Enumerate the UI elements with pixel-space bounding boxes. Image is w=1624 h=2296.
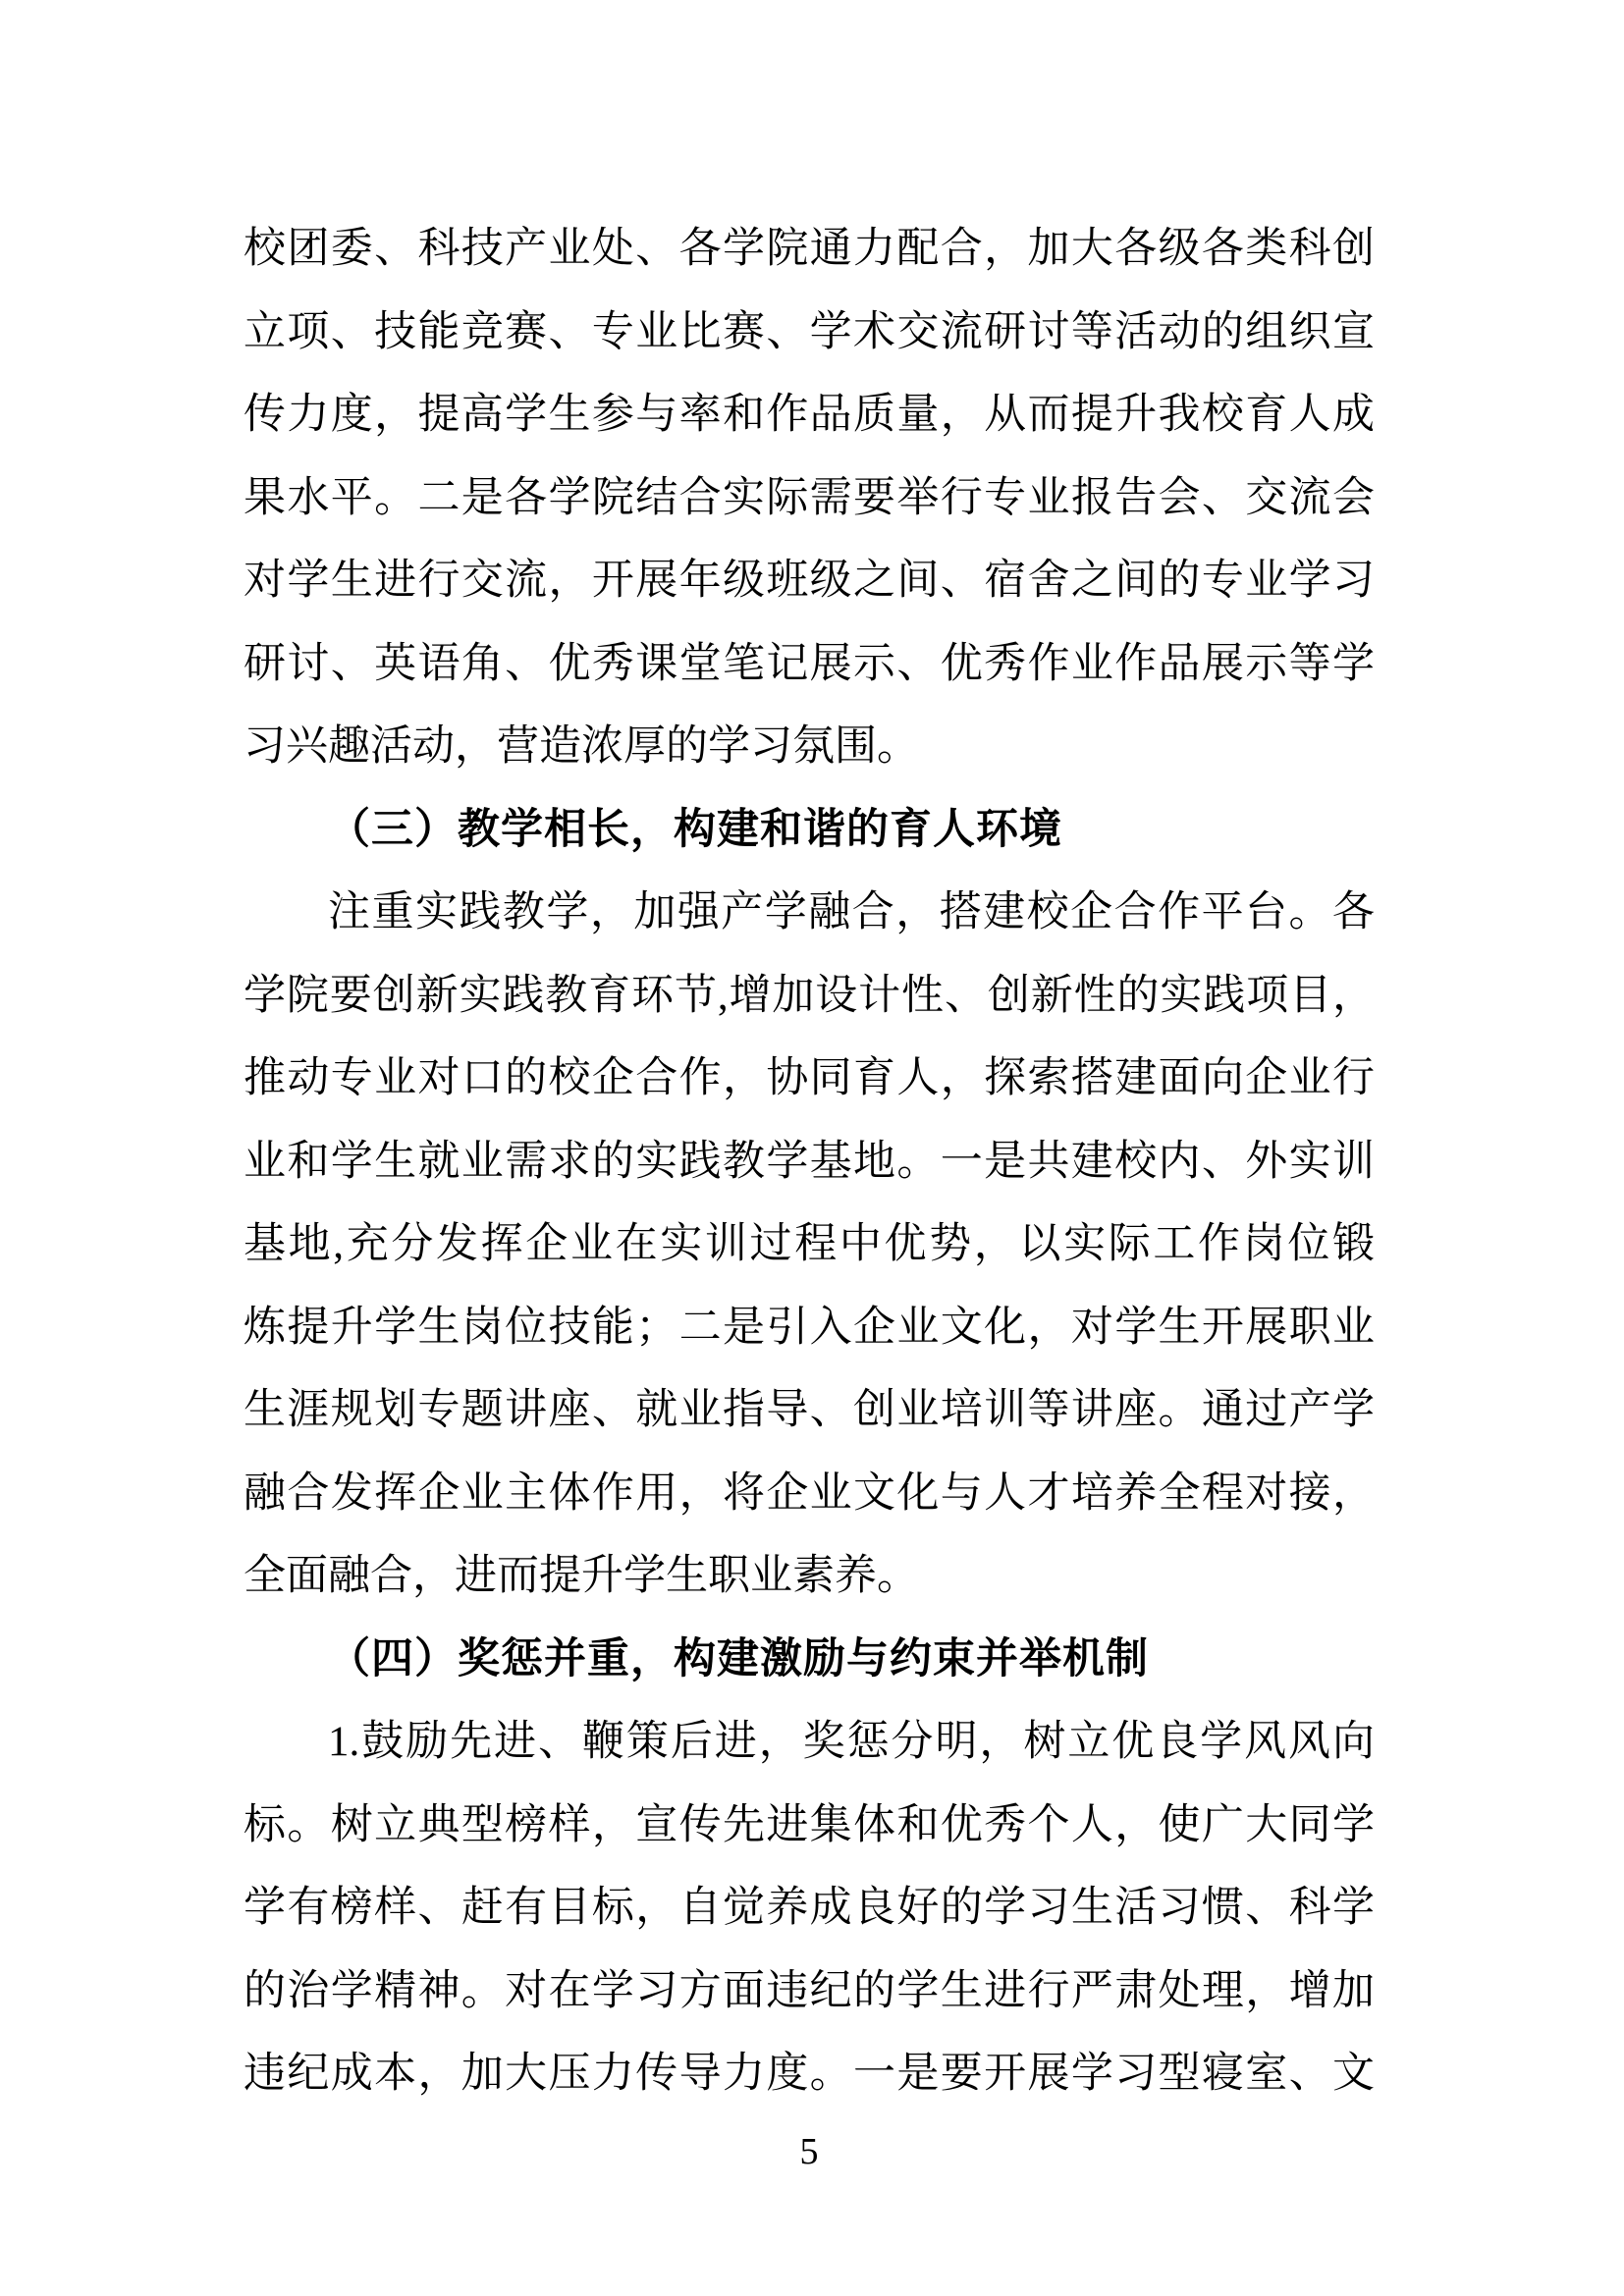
text-line: 传力度，提高学生参与率和作品质量，从而提升我校育人成 — [244, 392, 1375, 438]
text-line: 基地,充分发挥企业在实训过程中优势，以实际工作岗位锻 — [244, 1221, 1375, 1267]
text-line: 学院要创新实践教育环节,增加设计性、创新性的实践项目， — [244, 972, 1375, 1019]
section-heading: （三）教学相长，构建和谐的育人环境 — [328, 806, 1062, 853]
text-line: 学有榜样、赶有目标，自觉养成良好的学习生活习惯、科学 — [244, 1885, 1375, 1931]
text-line: 1.鼓励先进、鞭策后进，奖惩分明，树立优良学风风向 — [328, 1719, 1375, 1765]
text-line: 生涯规划专题讲座、就业指导、创业培训等讲座。通过产学 — [244, 1387, 1375, 1433]
text-line: 注重实践教学，加强产学融合，搭建校企合作平台。各 — [328, 889, 1375, 935]
text-line: 校团委、科技产业处、各学院通力配合，加大各级各类科创 — [244, 226, 1375, 272]
text-line: 违纪成本，加大压力传导力度。一是要开展学习型寝室、文 — [244, 2051, 1375, 2097]
text-line: 炼提升学生岗位技能；二是引入企业文化，对学生开展职业 — [244, 1304, 1375, 1351]
text-line: 的治学精神。对在学习方面违纪的学生进行严肃处理，增加 — [244, 1967, 1375, 2014]
text-line: 习兴趣活动，营造浓厚的学习氛围。 — [244, 723, 919, 770]
text-line: 果水平。二是各学院结合实际需要举行专业报告会、交流会 — [244, 474, 1375, 521]
page-number: 5 — [799, 2131, 819, 2172]
text-line: 对学生进行交流，开展年级班级之间、宿舍之间的专业学习 — [244, 558, 1375, 604]
text-line: 融合发挥企业主体作用，将企业文化与人才培养全程对接， — [244, 1469, 1375, 1517]
section-heading: （四）奖惩并重，构建激励与约束并举机制 — [328, 1635, 1149, 1682]
text-line: 立项、技能竞赛、专业比赛、学术交流研讨等活动的组织宣 — [244, 308, 1375, 355]
text-line: 标。树立典型榜样，宣传先进集体和优秀个人，使广大同学 — [244, 1801, 1375, 1848]
text-line: 全面融合，进而提升学生职业素养。 — [244, 1553, 919, 1599]
text-line: 研讨、英语角、优秀课堂笔记展示、优秀作业作品展示等学 — [244, 640, 1375, 687]
document-body — [244, 208, 1375, 2116]
text-line: 业和学生就业需求的实践教学基地。一是共建校内、外实训 — [244, 1138, 1375, 1185]
text-line: 推动专业对口的校企合作，协同育人，探索搭建面向企业行 — [244, 1055, 1375, 1101]
